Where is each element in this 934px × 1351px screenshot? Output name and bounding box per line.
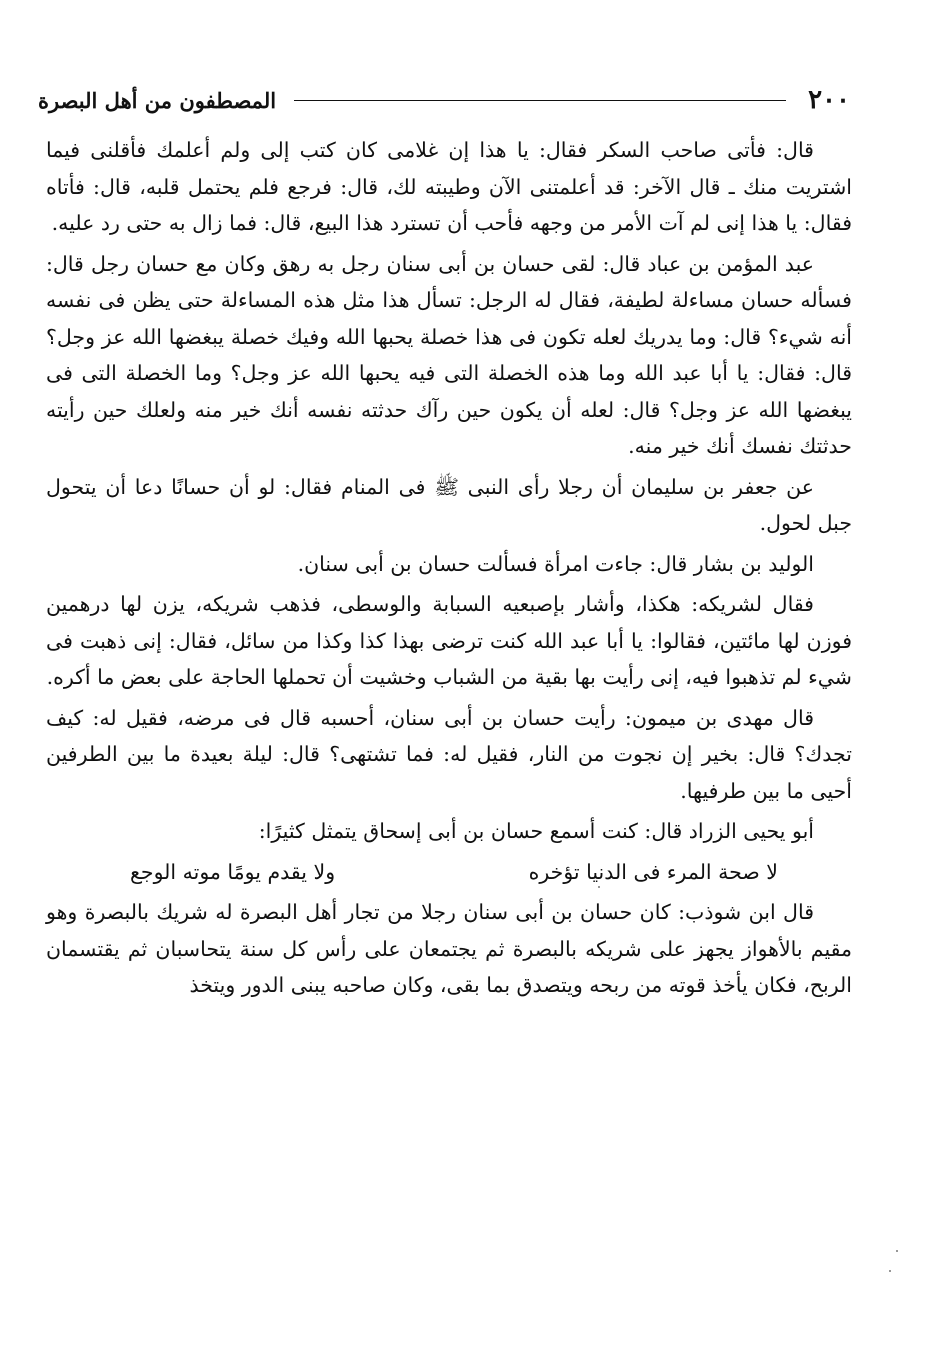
paragraph: قال مهدى بن ميمون: رأيت حسان بن أبى سنان، أحسبه قال فى مرضه، فقيل له: كيف تجدك؟ قال: بخير إن نجوت من النار، فقيل له: فما تشتهى؟ قال: ليلة بعيدة ما بين الطرفين أحيى ما بين طرفيها. [46,705,852,803]
header-rule [294,100,786,101]
paragraph: قال: فأتى صاحب السكر فقال: يا هذا إن غلامى كان كتب إلى ولم أعلمك فأقلنى فيما اشتريت منك ـ قال الآخر: قد أعلمتنى الآن وطيبته لك، قال: فرجع فلم يحتمل قلبه، قال: فأتاه فقال: يا هذا إنى لم آت الأمر من وجهه فأحب أن تسترد هذا البيع، قال: فما زال به حتى رد عليه. [46,138,852,235]
scan-speck [896,1250,898,1252]
paragraph: قال ابن شوذب: كان حسان بن أبى سنان رجلا من تجار أهل البصرة له شريك بالبصرة وهو مقيم بالأهواز يجهز على شريكه بالبصرة ثم يجتمعان على رأس كل سنة يتحاسبان ثم يقتسمان الربح، فكان يأخذ قوته من ربحه ويتصدق بما بقى، وكان صاحبه يبنى الدور ويتخذ [46,900,852,997]
scan-speck [889,1270,891,1272]
paragraph: عبد المؤمن بن عباد قال: لقى حسان بن أبى سنان رجل به رهق وكان مع حسان رجل قال: فسأله حسان مساءلة لطيفة، فقال له الرجل: تسأل هذا مثل هذه المساءلة حتى يظن فى نفسه أنه شيء؟ قال: وما يدريك لعله تكون فى هذا خصلة يحبها الله وفيك خصلة يبغضها الله عز وجل؟ قال: فقال: يا أبا عبد الله وما هذه الخصلة التى فيه يحبها الله عز وجل؟ وما الخصلة التى فى يبغضها الله عز وجل؟ قال: لعله أن يكون حين رآك حدثته نفسه أنك خير منه ولعلك حين رأيته حدثتك نفسك أنك خير منه. [46,251,852,458]
paragraph: فقال لشريكه: هكذا، وأشار بإصبعيه السبابة والوسطى، فذهب شريكه، يزن لها درهمين فوزن لها مائتين، فقالوا: يا أبا عبد الله كنت ترضى بهذا كذا وكذا من سائل، فقال: إنى ذهبت فى شيء لم تذهبوا فيه، إنى رأيت بها بقية من الشباب وخشيت أن تحملها الحاجة على بعض ما أكره. [46,592,852,689]
paragraph: أبو يحيى الزراد قال: كنت أسمع حسان بن أبى إسحاق يتمثل كثيرًا: [258,819,814,843]
running-header [38,84,850,116]
verse-first-hemistich: لا صحة المرء فى الدنيا تؤخره [528,859,778,884]
body-text [46,132,852,1008]
running-title: المصطفون من أهل البصرة [38,87,277,113]
verse-second-hemistich: ولا يقدم يومًا موته الوجع [130,859,336,884]
page-number: ٢٠٠ [808,85,850,115]
paragraph: عن جعفر بن سليمان أن رجلا رأى النبى ﷺ فى المنام فقال: لو أن حسانًا دعا أن يتحول جبل لحول. [46,474,852,535]
paragraph: الوليد بن بشار قال: جاءت امرأة فسألت حسان بن أبى سنان. [297,551,814,576]
poetry-verse [46,854,852,891]
scan-speck [598,886,600,888]
